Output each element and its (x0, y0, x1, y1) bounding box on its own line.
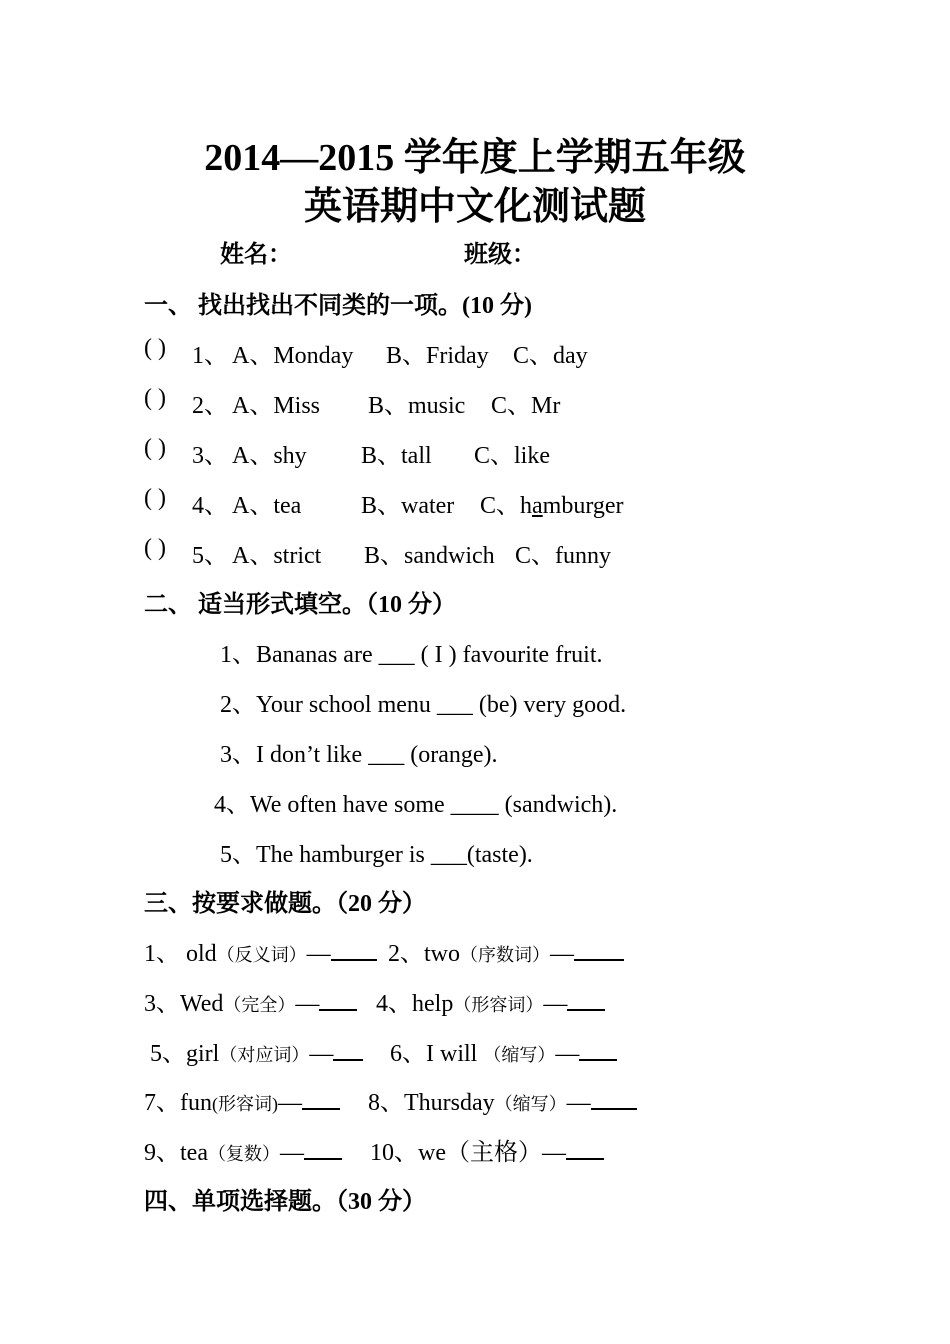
dash: — (555, 1041, 580, 1067)
fill-blank-item-3: 3、I don’t like ___ (orange). (220, 742, 498, 768)
task-item-7 (144, 1082, 340, 1117)
task-number: 6、 (390, 1041, 426, 1067)
option-b: B、tall (361, 443, 432, 469)
task-word: Thursday (404, 1090, 495, 1116)
task-item-8 (368, 1082, 637, 1117)
task-item-10 (370, 1132, 604, 1167)
answer-bracket[interactable]: ( ) (144, 335, 166, 361)
task-word: we (418, 1140, 446, 1166)
option-a: A、Monday (232, 343, 354, 369)
question-number: 4、 (192, 493, 228, 519)
task-number: 2、 (388, 941, 424, 967)
task-number: 1、 (144, 941, 186, 967)
option-b: B、water (361, 493, 455, 519)
dash: — (541, 1140, 566, 1166)
task-number: 9、 (144, 1140, 180, 1166)
answer-blank[interactable] (319, 989, 357, 1011)
task-word: tea (180, 1140, 208, 1166)
dash: — (306, 941, 331, 967)
option-b: B、Friday (386, 343, 489, 369)
task-item-9 (144, 1132, 342, 1167)
task-item-4 (376, 983, 605, 1018)
answer-bracket[interactable]: ( ) (144, 435, 166, 461)
task-item-1 (144, 933, 377, 968)
task-word: Wed (180, 991, 224, 1017)
option-c (480, 485, 624, 520)
task-number: 7、 (144, 1090, 180, 1116)
task-word: old (186, 941, 217, 967)
title-line-2: 英语期中文化测试题 (303, 186, 646, 228)
dash: — (309, 1041, 334, 1067)
section-4-heading: 四、单项选择题。（30 分） (144, 1189, 426, 1215)
dash: — (550, 941, 574, 967)
title-line-1: 2014—2015 学年度上学期五年级 (204, 137, 746, 179)
answer-blank[interactable] (567, 989, 605, 1011)
question-number: 1、 (192, 343, 228, 369)
option-a: A、tea (232, 493, 302, 519)
answer-blank[interactable] (574, 939, 624, 961)
option-b: B、sandwich (364, 543, 495, 569)
task-hint: (形容词) (212, 1094, 278, 1114)
option-c: C、funny (515, 543, 611, 569)
answer-blank[interactable] (579, 1039, 617, 1061)
task-hint: （反义词） (216, 945, 307, 965)
dash: — (279, 1140, 304, 1166)
answer-blank[interactable] (566, 1138, 604, 1160)
option-c: C、day (513, 343, 588, 369)
dash: — (295, 991, 320, 1017)
task-hint: （完全） (223, 995, 296, 1015)
question-number: 3、 (192, 443, 228, 469)
task-word: help (412, 991, 454, 1017)
dash: — (543, 991, 568, 1017)
answer-bracket[interactable]: ( ) (144, 385, 166, 411)
task-hint: （缩写） (483, 1045, 556, 1065)
question-number: 5、 (192, 543, 228, 569)
task-item-6 (390, 1033, 617, 1068)
option-c-suffix: mburger (542, 493, 624, 519)
answer-blank[interactable] (591, 1088, 637, 1110)
section-1-heading: 一、 找出找出不同类的一项。(10 分) (144, 293, 532, 319)
answer-blank[interactable] (333, 1039, 363, 1061)
task-number: 8、 (368, 1090, 404, 1116)
option-a: A、Miss (232, 393, 321, 419)
option-a: A、shy (232, 443, 307, 469)
fill-blank-item-4: 4、We often have some ____ (sandwich). (214, 792, 618, 818)
dash: — (566, 1090, 591, 1116)
fill-blank-item-1: 1、Bananas are ___ ( I ) favourite fruit. (220, 642, 603, 668)
task-word: I will (426, 1041, 484, 1067)
task-hint: （缩写） (494, 1094, 567, 1114)
underlined-letter: a (532, 493, 543, 519)
task-hint: （形容词） (453, 995, 544, 1015)
answer-bracket[interactable]: ( ) (144, 535, 166, 561)
task-item-3 (144, 983, 357, 1018)
task-number: 3、 (144, 991, 180, 1017)
class-label: 班级： (464, 242, 536, 268)
section-3-heading: 三、按要求做题。（20 分） (144, 891, 426, 917)
task-number: 4、 (376, 991, 412, 1017)
task-word: two (424, 941, 460, 967)
task-word: girl (186, 1041, 220, 1067)
fill-blank-item-2: 2、Your school menu ___ (be) very good. (220, 692, 627, 718)
task-word: fun (180, 1090, 212, 1116)
section-2-heading: 二、 适当形式填空。（10 分） (144, 592, 456, 618)
task-number: 10、 (370, 1140, 418, 1166)
answer-blank[interactable] (304, 1138, 342, 1160)
option-c: C、like (474, 443, 550, 469)
option-c: C、Mr (491, 393, 561, 419)
task-hint: （对应词） (219, 1045, 310, 1065)
answer-blank[interactable] (331, 939, 377, 961)
fill-blank-item-5: 5、The hamburger is ___(taste). (220, 842, 533, 868)
task-hint: （序数词） (460, 945, 550, 965)
answer-blank[interactable] (302, 1088, 340, 1110)
answer-bracket[interactable]: ( ) (144, 485, 166, 511)
task-item-2 (388, 933, 624, 968)
task-item-5 (150, 1033, 363, 1068)
question-number: 2、 (192, 393, 228, 419)
option-a: A、strict (232, 543, 322, 569)
option-b: B、music (368, 393, 466, 419)
option-c-prefix: C、h (480, 493, 533, 519)
task-number: 5、 (150, 1041, 186, 1067)
task-hint: （复数） (207, 1144, 280, 1164)
dash: — (278, 1090, 302, 1116)
name-label: 姓名： (220, 242, 292, 268)
task-hint: （主格） (445, 1140, 542, 1166)
